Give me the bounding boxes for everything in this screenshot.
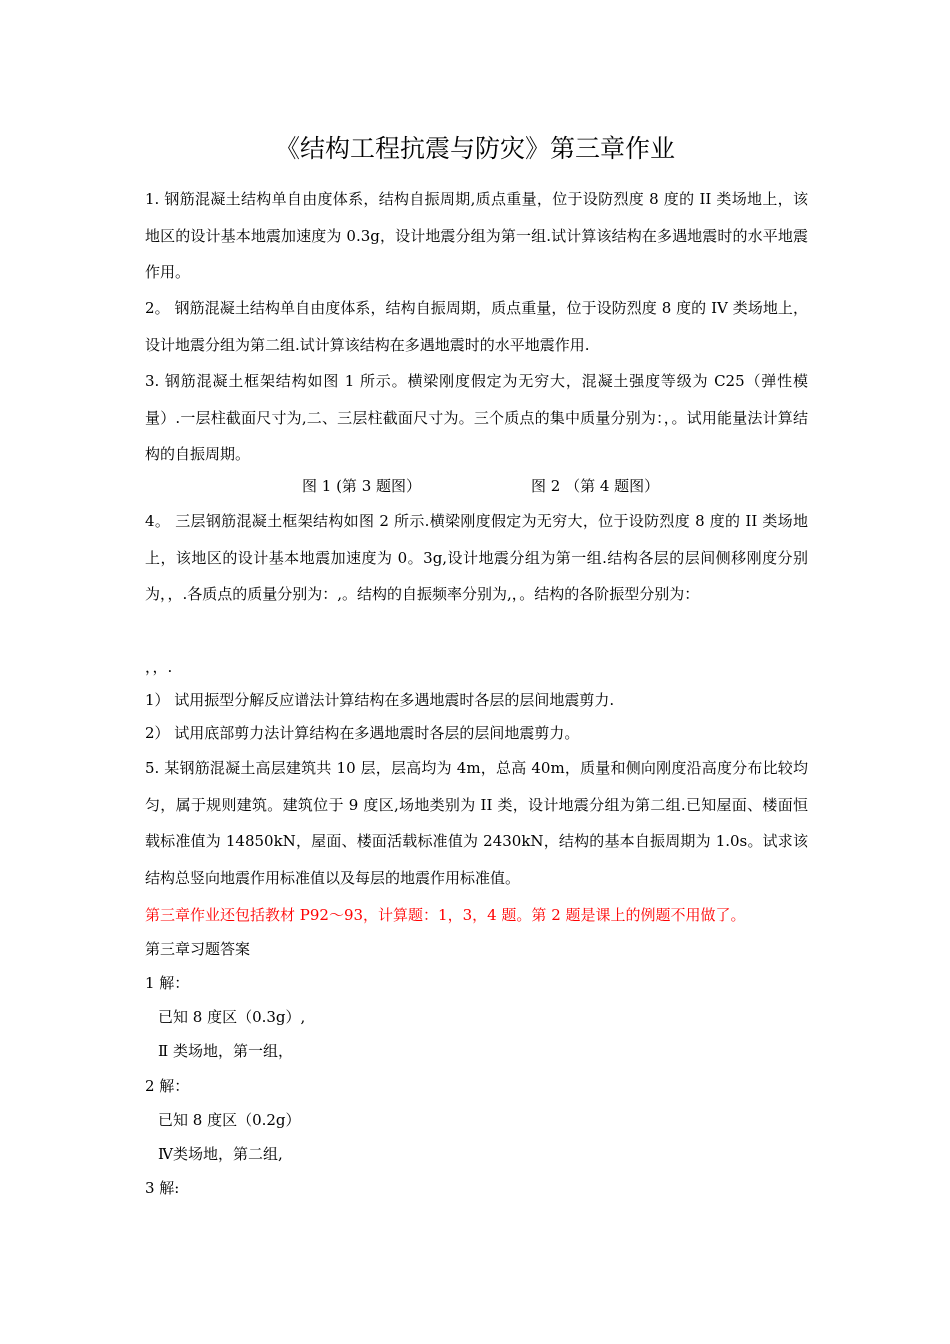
answer-1-line-2: Ⅱ 类场地，第一组， bbox=[158, 1042, 293, 1060]
question-4: 4。 三层钢筋混凝土框架结构如图 2 所示.横梁刚度假定为无穷大，位于设防烈度 8 度的 II 类场地上，该地区的设计基本地震加速度为 0。3g,设计地震分组为第一组.结构各层的层间侧移刚度分别为，，.各质点的质量分别为：,。结构的自振频率分别为,，。结构的各阶振型分别为： bbox=[145, 512, 808, 603]
question-4-modes: ，，. bbox=[145, 658, 173, 676]
question-1: 1. 钢筋混凝土结构单自由度体系，结构自振周期,质点重量，位于设防烈度 8 度的 II 类场地上，该地区的设计基本地震加速度为 0.3g，设计地震分组为第一组.试计算该结构在多遇地震时的水平地震作用。 bbox=[145, 190, 808, 281]
figure-captions bbox=[145, 474, 808, 498]
document-title: 《结构工程抗震与防灾》第三章作业 bbox=[274, 134, 675, 163]
figure-2-caption: 图 2 （第 4 题图） bbox=[531, 477, 660, 495]
homework-note: 第三章作业还包括教材 P92～93，计算题：1，3，4 题。第 2 题是课上的例题不用做了。 bbox=[145, 906, 746, 924]
question-4-sub-1: 1） 试用振型分解反应谱法计算结构在多遇地震时各层的层间地震剪力. bbox=[145, 691, 615, 709]
figure-1-caption: 图 1 (第 3 题图） bbox=[302, 477, 422, 495]
answer-1-label: 1 解： bbox=[145, 974, 190, 992]
question-2: 2。 钢筋混凝土结构单自由度体系，结构自振周期，质点重量，位于设防烈度 8 度的 IV 类场地上，设计地震分组为第二组.试计算该结构在多遇地震时的水平地震作用. bbox=[145, 299, 808, 354]
answer-1-line-1: 已知 8 度区（0.3g）, bbox=[158, 1008, 306, 1026]
answer-2-label: 2 解： bbox=[145, 1077, 190, 1095]
question-4-sub-2: 2） 试用底部剪力法计算结构在多遇地震时各层的层间地震剪力。 bbox=[145, 724, 580, 742]
question-3: 3. 钢筋混凝土框架结构如图 1 所示。横梁刚度假定为无穷大，混凝土强度等级为 C25（弹性模量）.一层柱截面尺寸为,二、三层柱截面尺寸为。三个质点的集中质量分别为：，。试用能量法计算结构的自振周期。 bbox=[145, 372, 808, 463]
answer-2-line-2: Ⅳ类场地，第二组, bbox=[158, 1145, 283, 1163]
answer-2-line-1: 已知 8 度区（0.2g） bbox=[158, 1111, 301, 1129]
question-5: 5. 某钢筋混凝土高层建筑共 10 层，层高均为 4m，总高 40m，质量和侧向刚度沿高度分布比较均匀，属于规则建筑。建筑位于 9 度区,场地类别为 II 类，设计地震分组为第二组.已知屋面、楼面恒载标准值为 14850kN，屋面、楼面活载标准值为 2430kN，结构的基本自振周期为 1.0s。试求该结构总竖向地震作用标准值以及每层的地震作用标准值。 bbox=[145, 759, 808, 887]
answers-heading: 第三章习题答案 bbox=[145, 940, 251, 958]
answer-3-label: 3 解: bbox=[145, 1179, 180, 1197]
